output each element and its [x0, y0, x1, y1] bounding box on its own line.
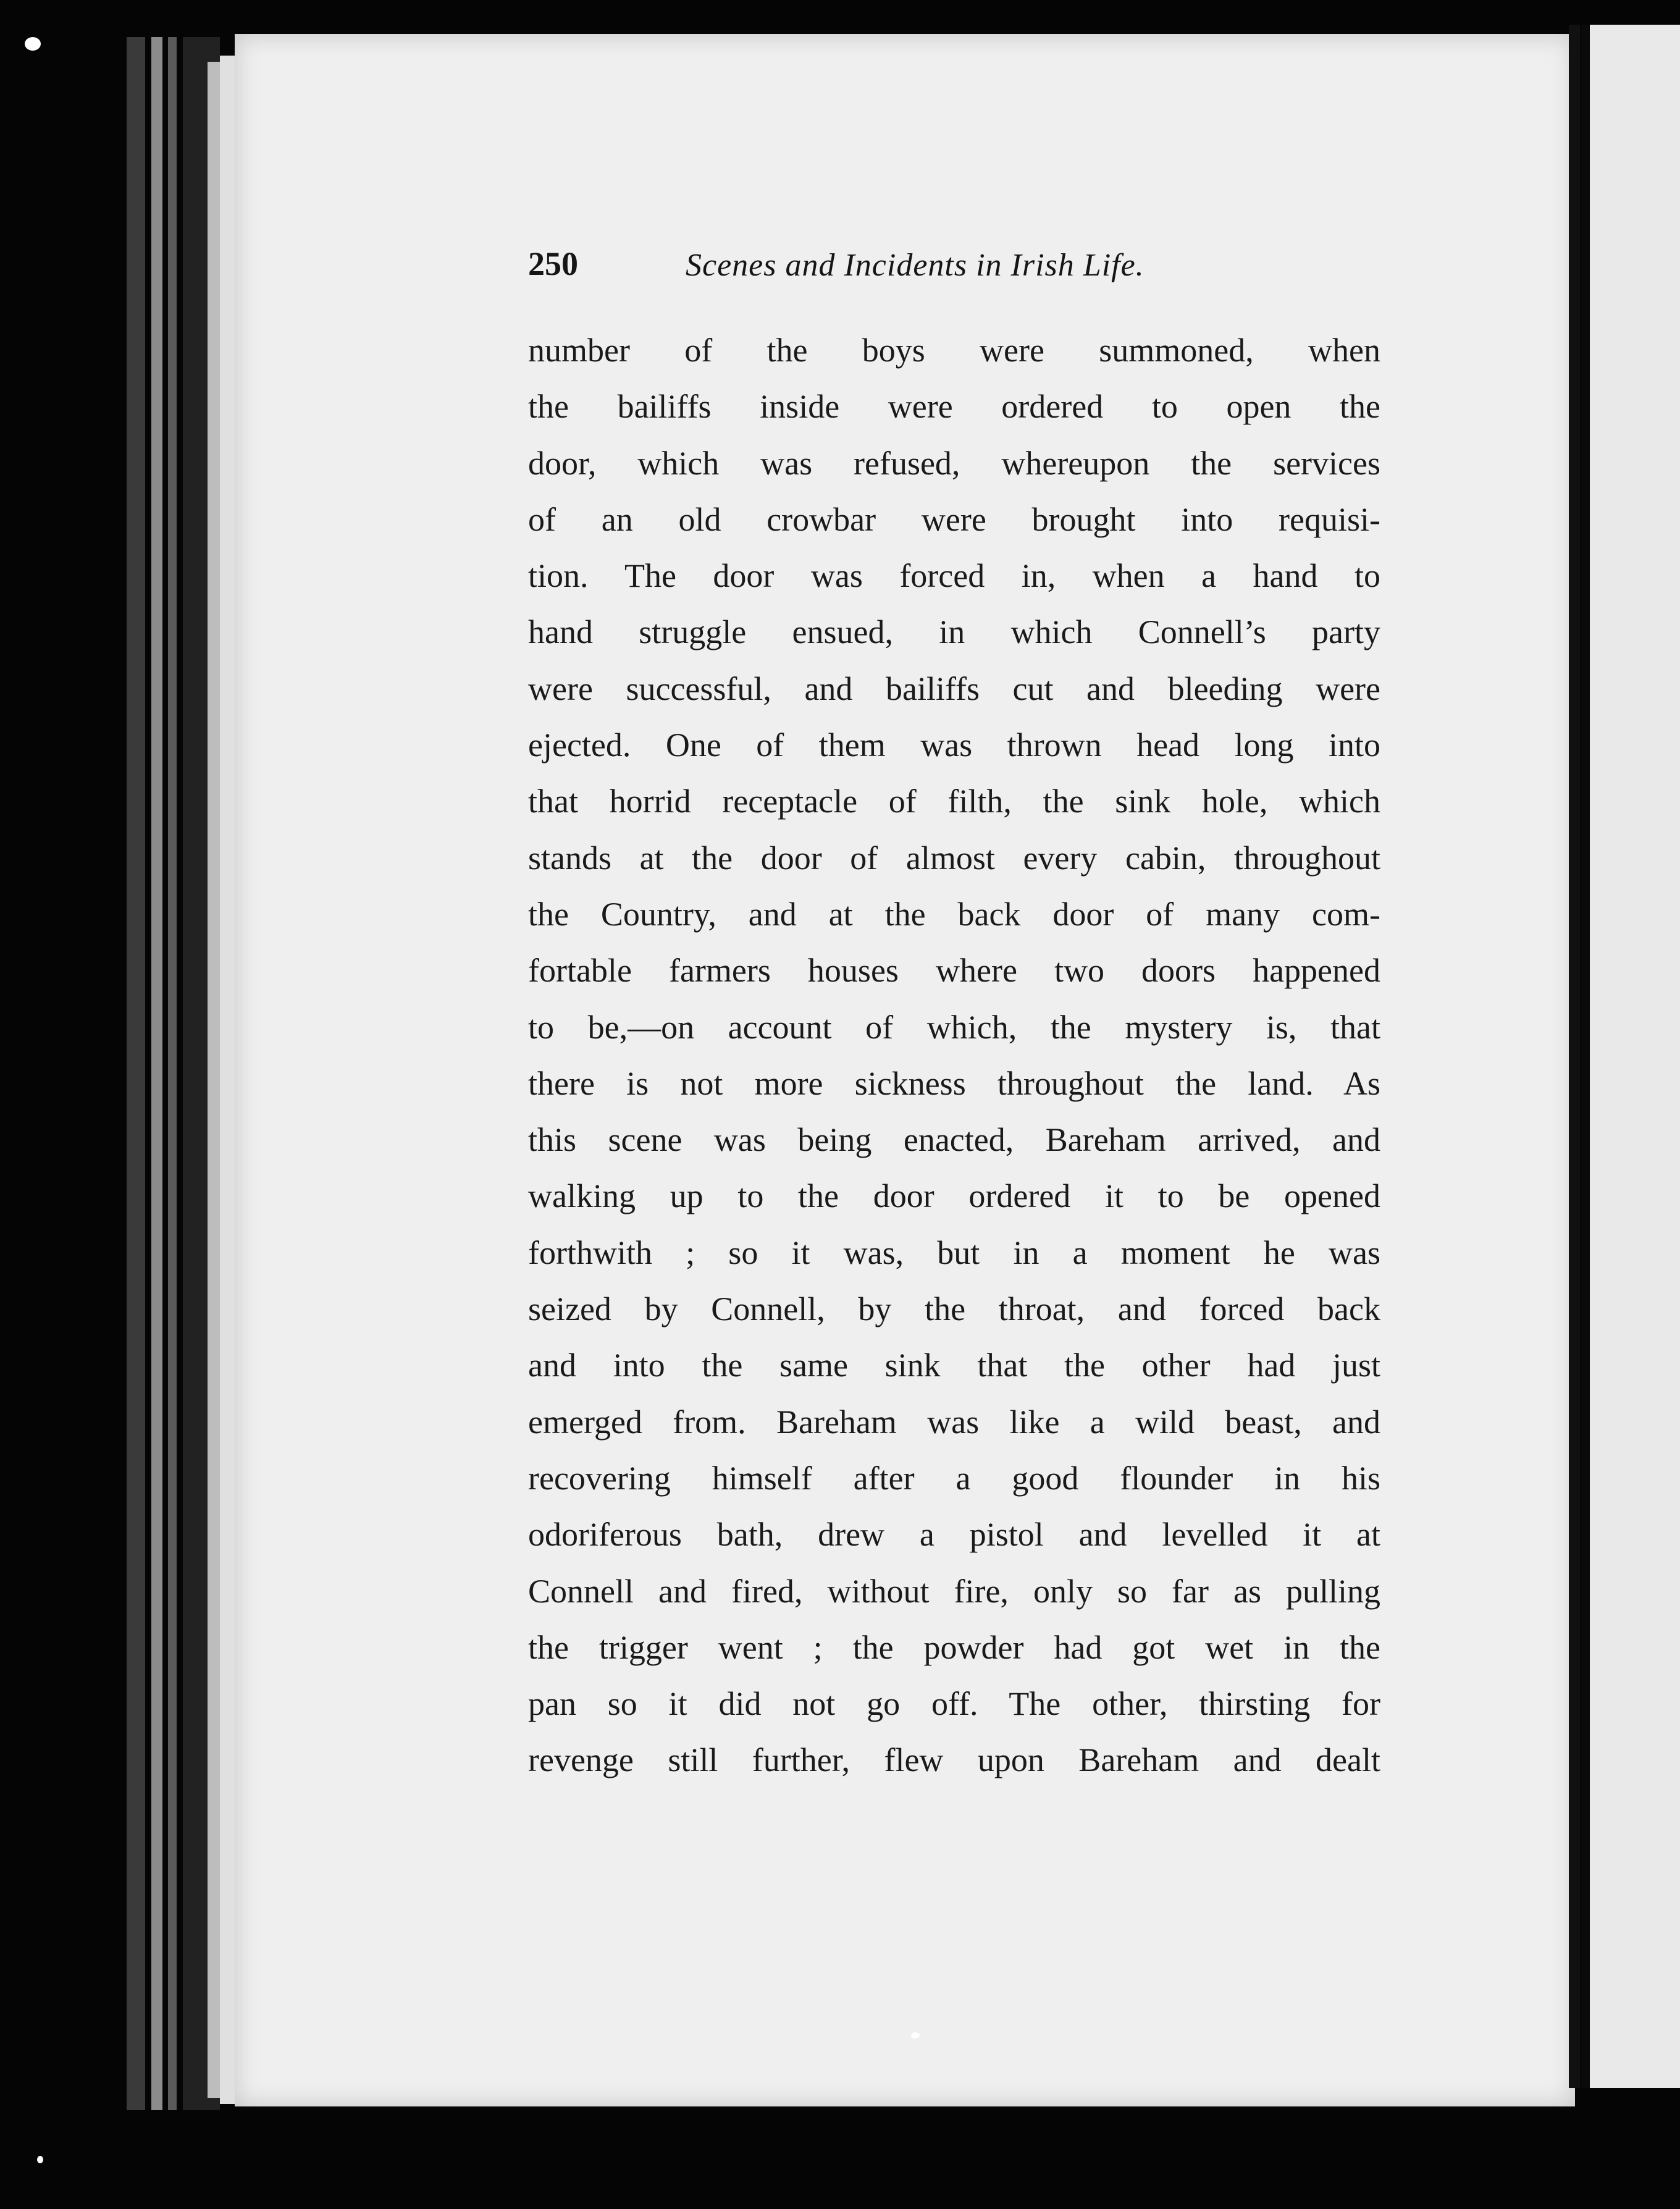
text-line: the trigger went ; the powder had got wet in the [528, 1628, 1380, 1666]
text-line: fortable farmers houses where two doors happened [528, 952, 1380, 990]
text-line: stands at the door of almost every cabin, throughout [528, 839, 1380, 877]
text-line: pan so it did not go off. The other, thirsting for [528, 1685, 1380, 1723]
text-line: walking up to the door ordered it to be opened [528, 1177, 1380, 1215]
text-line: door, which was refused, whereupon the services [528, 444, 1380, 482]
text-line: to be,—on account of which, the mystery is, that [528, 1008, 1380, 1046]
page-stack-edge [208, 62, 220, 2098]
book-edge [168, 37, 177, 2110]
text-line: Connell and fired, without fire, only so far as pulling [528, 1572, 1380, 1610]
text-line: the bailiffs inside were ordered to open the [528, 388, 1380, 426]
text-line: recovering himself after a good flounder in his [528, 1459, 1380, 1497]
text-line: forthwith ; so it was, but in a moment he was [528, 1234, 1380, 1271]
page-number: 250 [528, 245, 578, 282]
text-line: and into the same sink that the other had just [528, 1347, 1380, 1384]
text-line: that horrid receptacle of filth, the sink hole, which [528, 783, 1380, 820]
text-line: number of the boys were summoned, when [528, 332, 1380, 369]
text-line: hand struggle ensued, in which Connell’s party [528, 613, 1380, 651]
text-line: this scene was being enacted, Bareham arrived, and [528, 1121, 1380, 1159]
text-line: were successful, and bailiffs cut and bleeding were [528, 670, 1380, 707]
running-title: Scenes and Incidents in Irish Life. [686, 248, 1144, 283]
text-line: there is not more sickness throughout the land. As [528, 1064, 1380, 1102]
book-edge [127, 37, 145, 2110]
scan-speck [37, 2156, 43, 2163]
book-edge [151, 37, 162, 2110]
book-gutter [1569, 25, 1580, 2088]
text-line: revenge still further, flew upon Bareham and dealt [528, 1741, 1380, 1779]
body-text [528, 322, 1380, 1789]
text-line: the Country, and at the back door of many com- [528, 895, 1380, 933]
text-line: ejected. One of them was thrown head long into [528, 726, 1380, 764]
right-page-edge [1581, 25, 1680, 2088]
text-line: of an old crowbar were brought into requisi- [528, 500, 1380, 538]
text-line: emerged from. Bareham was like a wild beast, and [528, 1403, 1380, 1441]
text-line: odoriferous bath, drew a pistol and levelled it at [528, 1516, 1380, 1554]
page-header [528, 245, 1245, 294]
text-line: seized by Connell, by the throat, and forced back [528, 1290, 1380, 1328]
text-line: tion. The door was forced in, when a hand to [528, 557, 1380, 595]
scan-speck [911, 2032, 920, 2039]
scan-speck [25, 37, 41, 51]
